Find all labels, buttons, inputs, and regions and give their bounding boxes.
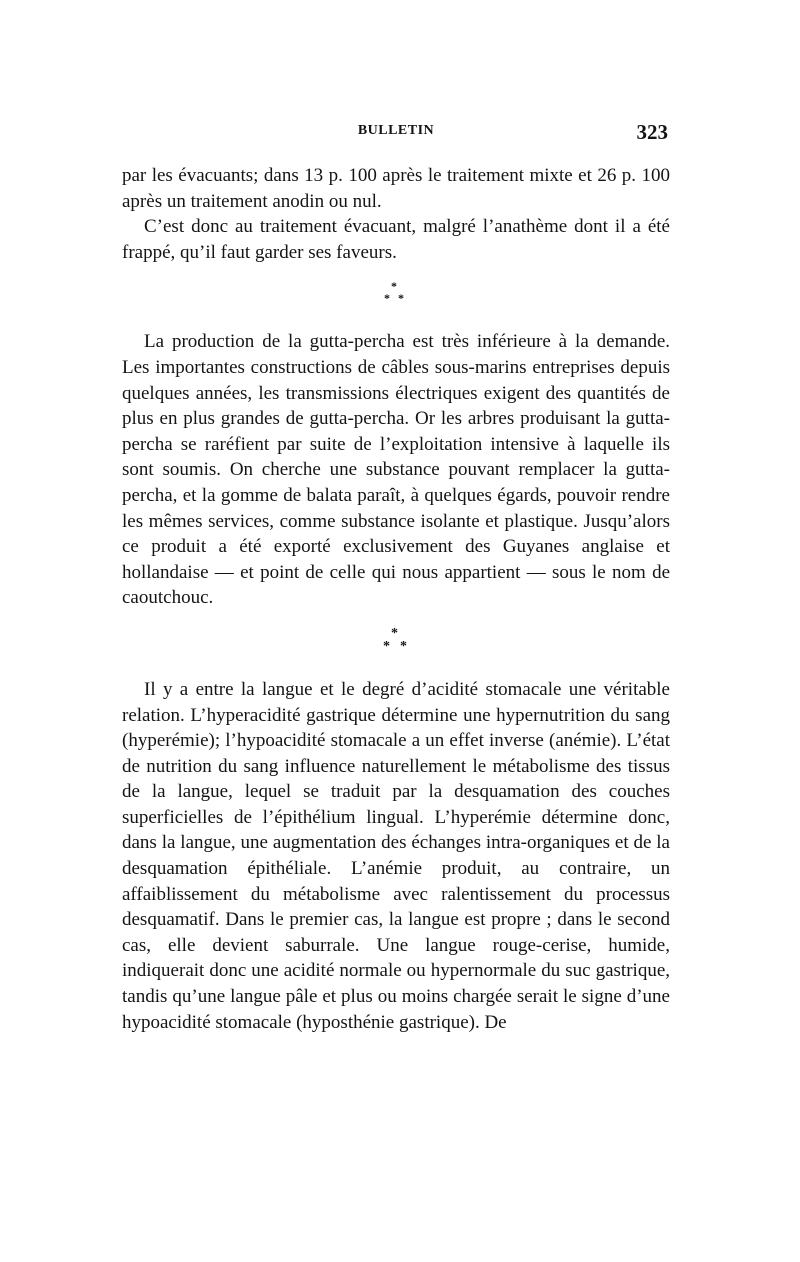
asterism-star: *	[391, 279, 397, 294]
asterism-star: *	[383, 638, 390, 654]
asterism-star: *	[400, 638, 407, 654]
page-number: 323	[636, 120, 668, 144]
paragraph-langue-acidite: Il y a entre la langue et le degré d’acidité stomacale une véritable relation. L’hyperacidité gastrique détermine une hypernutrition du sang (hyperémie); l’hypoacidité stomacale a un effet inverse (anémie). L’état de nutrition du sang influence naturellement le métabolisme des tissus de la langue, lequel se traduit par la desquamation des couches superficielles de l’épithélium lingual. L’hyperémie détermine donc, dans la langue, une augmentation des échanges intra-organiques et de la desquamation épithéliale. L’anémie produit, au contraire, un affaiblissement du métabolisme avec ralentissement du processus desquamatif. Dans le premier cas, la langue est propre ; dans le second cas, elle devient saburrale. Une langue rouge-cerise, humide, indiquerait donc une acidité normale ou hypernormale du suc gastrique, tandis qu’une langue pâle et plus ou moins chargée serait le signe d’une hypoacidité stomacale (hyposthénie gastrique). De	[122, 678, 670, 1033]
section-asterism	[122, 611, 670, 677]
paragraph-gutta-percha: La production de la gutta-percha est très inférieure à la demande. Les importantes constructions de câbles sous-marins entreprises depuis quelques années, les transmissions électriques exigent des quantités de plus en plus grandes de gutta-percha. Or les arbres produisant la gutta-percha se raréfient par suite de l’exploitation intensive à laquelle ils sont soumis. On cherche une substance pouvant remplacer la gutta-percha, et la gomme de balata paraît, à quelques égards, pouvoir rendre les mêmes services, comme substance isolante et plastique. Jusqu’alors ce produit a été exporté exclusivement des Guyanes anglaise et hollandaise — et point de celle qui nous appartient — sous le nom de caoutchouc.	[122, 331, 670, 609]
running-head-title: BULLETIN	[357, 123, 435, 138]
paragraph-continuation: par les évacuants; dans 13 p. 100 après le traitement mixte et 26 p. 100 après un traitement anodin ou nul.	[122, 165, 670, 212]
asterism-star: *	[398, 291, 404, 306]
asterism-star: *	[391, 625, 398, 641]
body-text	[122, 163, 670, 1035]
asterism-star: *	[384, 291, 390, 306]
paragraph-conclusion: C’est donc au traitement évacuant, malgré l’anathème dont il a été frappé, qu’il faut garder ses faveurs.	[122, 216, 670, 263]
running-head	[122, 120, 670, 142]
section-asterism	[122, 265, 670, 329]
